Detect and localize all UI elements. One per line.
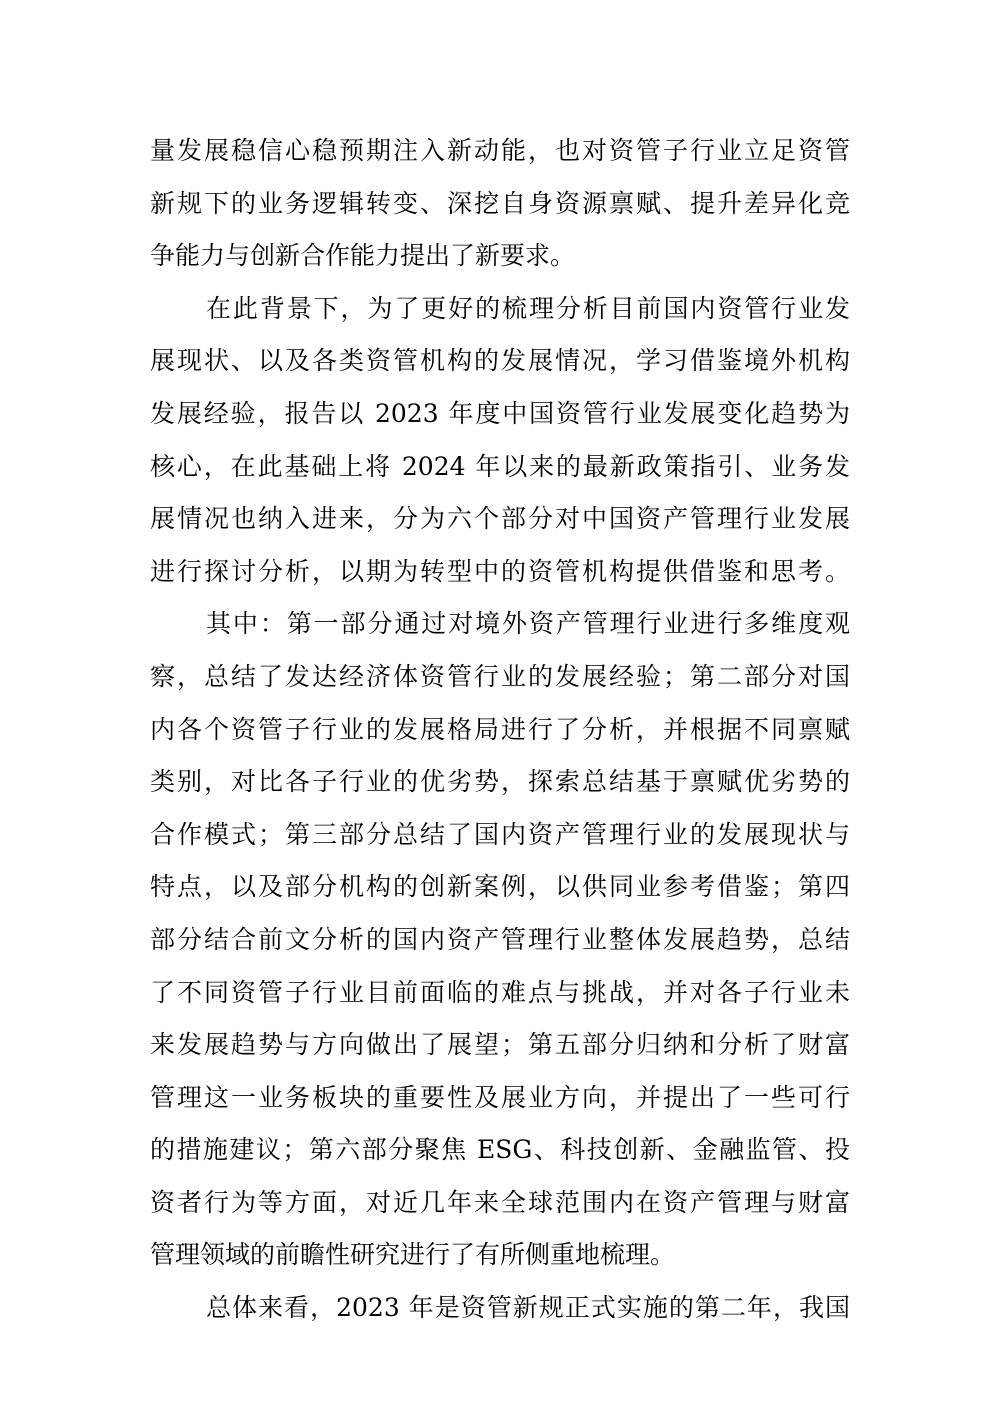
paragraph-line: 核心，在此基础上将 2024 年以来的最新政策指引、业务发 <box>150 451 850 481</box>
paragraph-line: 争能力与创新合作能力提出了新要求。 <box>150 241 576 271</box>
paragraph-line: 了不同资管子行业目前面临的难点与挑战，并对各子行业未 <box>150 977 850 1007</box>
paragraph-line: 发展经验，报告以 2023 年度中国资管行业发展变化趋势为 <box>150 398 850 428</box>
paragraph-line: 管理这一业务板块的重要性及展业方向，并提出了一些可行 <box>150 1082 850 1112</box>
paragraph-line: 量发展稳信心稳预期注入新动能，也对资管子行业立足资管 <box>150 136 850 165</box>
paragraph-line: 类别，对比各子行业的优劣势，探索总结基于禀赋优劣势的 <box>150 767 850 797</box>
paragraph-line: 管理领域的前瞻性研究进行了有所侧重地梳理。 <box>150 1240 676 1270</box>
paragraph-line: 察，总结了发达经济体资管行业的发展经验；第二部分对国 <box>150 661 850 691</box>
paragraph-line: 资者行为等方面，对近几年来全球范围内在资产管理与财富 <box>150 1187 850 1217</box>
paragraph-line: 展情况也纳入进来，分为六个部分对中国资产管理行业发展 <box>150 504 850 534</box>
paragraph-line: 展现状、以及各类资管机构的发展情况，学习借鉴境外机构 <box>150 346 850 376</box>
paragraph-line: 合作模式；第三部分总结了国内资产管理行业的发展现状与 <box>150 819 850 849</box>
paragraph-line: 特点，以及部分机构的创新案例，以供同业参考借鉴；第四 <box>150 872 850 902</box>
paragraph-line: 进行探讨分析，以期为转型中的资管机构提供借鉴和思考。 <box>150 556 850 586</box>
paragraph-line: 内各个资管子行业的发展格局进行了分析，并根据不同禀赋 <box>150 714 850 744</box>
paragraph-line: 部分结合前文分析的国内资产管理行业整体发展趋势，总结 <box>150 924 850 954</box>
paragraph-line: 在此背景下，为了更好的梳理分析目前国内资管行业发 <box>206 293 850 323</box>
paragraph-line: 新规下的业务逻辑转变、深挖自身资源禀赋、提升差异化竞 <box>150 188 850 218</box>
paragraph-line: 的措施建议；第六部分聚焦 ESG、科技创新、金融监管、投 <box>150 1135 850 1165</box>
paragraph-line: 来发展趋势与方向做出了展望；第五部分归纳和分析了财富 <box>150 1030 850 1060</box>
body-text <box>150 125 850 1335</box>
paragraph-line: 其中：第一部分通过对境外资产管理行业进行多维度观 <box>206 609 850 639</box>
paragraph-line: 总体来看，2023 年是资管新规正式实施的第二年，我国 <box>206 1293 850 1323</box>
